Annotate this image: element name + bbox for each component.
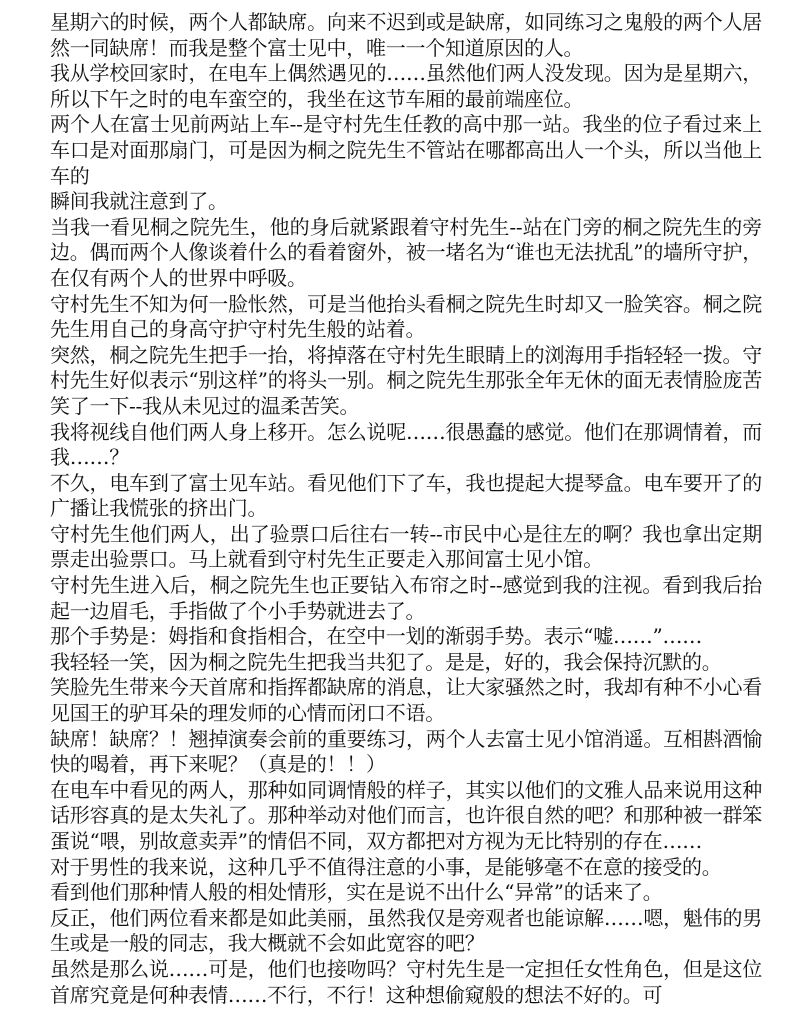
paragraph: 瞬间我就注意到了。 (50, 189, 228, 214)
paragraph: 反正，他们两位看来都是如此美丽，虽然我仅是旁观者也能谅解……嗯，魁伟的男生或是一般的同志，我大概就不会如此宽容的吧？ (50, 905, 762, 956)
paragraph: 笑脸先生带来今天首席和指挥都缺席的消息，让大家骚然之时，我却有种不小心看见国王的驴耳朵的理发师的心情而闭口不语。 (50, 675, 762, 726)
paragraph: 我轻轻一笑，因为桐之院先生把我当共犯了。是是，好的，我会保持沉默的。 (50, 649, 722, 674)
paragraph: 突然，桐之院先生把手一抬，将掉落在守村先生眼睛上的浏海用手指轻轻一拨。守村先生好似表示“别这样”的将头一别。桐之院先生那张全年无休的面无表情脸庞苦笑了一下--我从未见过的温柔苦笑。 (50, 342, 762, 418)
document-page (50, 10, 762, 1008)
paragraph: 那个手势是：姆指和食指相合，在空中一划的渐弱手势。表示“嘘……”…… (50, 624, 702, 649)
paragraph: 看到他们那种情人般的相处情形，实在是说不出什么“异常”的话来了。 (50, 880, 663, 905)
paragraph: 我从学校回家时，在电车上偶然遇见的……虽然他们两人没发现。因为是星期六，所以下午之时的电车蛮空的，我坐在这节车厢的最前端座位。 (50, 61, 762, 111)
paragraph: 在电车中看见的两人，那种如同调情般的样子，其实以他们的文雅人品来说用这种话形容真的是太失礼了。那种举动对他们而言，也许很自然的吧？和那种被一群笨蛋说“喂，别故意卖弄”的情侣不同，双方都把对方视为无比特别的存在…… (50, 777, 762, 853)
paragraph: 星期六的时候，两个人都缺席。向来不迟到或是缺席，如同练习之鬼般的两个人居然一同缺席！而我是整个富士见中，唯一一个知道原因的人。 (50, 10, 762, 60)
paragraph: 不久，电车到了富士见车站。看见他们下了车，我也提起大提琴盒。电车要开了的广播让我慌张的挤出门。 (50, 470, 762, 521)
paragraph: 守村先生进入后，桐之院先生也正要钻入布帘之时--感觉到我的注视。看到我后抬起一边眉毛，手指做了个小手势就进去了。 (50, 573, 762, 623)
paragraph: 我将视线自他们两人身上移开。怎么说呢……很愚蠢的感觉。他们在那调情着，而我……？ (50, 419, 762, 470)
paragraph: 缺席！缺席？！翘掉演奏会前的重要练习，两个人去富士见小馆消遥。互相斟酒愉快的喝着，再下来呢？（真是的！！） (50, 726, 762, 777)
paragraph: 两个人在富士见前两站上车--是守村先生任教的高中那一站。我坐的位子看过来上车口是对面那扇门，可是因为桐之院先生不管站在哪都高出人一个头，所以当他上车的 (50, 112, 762, 188)
paragraph: 守村先生他们两人，出了验票口后往右一转--市民中心是往左的啊？我也拿出定期票走出验票口。马上就看到守村先生正要走入那间富士见小馆。 (50, 521, 762, 572)
paragraph: 当我一看见桐之院先生，他的身后就紧跟着守村先生--站在门旁的桐之院先生的旁边。偶而两个人像谈着什么的看着窗外，被一堵名为“谁也无法扰乱”的墙所守护，在仅有两个人的世界中呼吸。 (50, 214, 762, 290)
paragraph: 守村先生不知为何一脸怅然，可是当他抬头看桐之院先生时却又一脸笑容。桐之院先生用自己的身高守护守村先生般的站着。 (50, 291, 762, 342)
paragraph: 虽然是那么说……可是，他们也接吻吗？守村先生是一定担任女性角色，但是这位首席究竟是何种表情……不行，不行！这种想偷窥般的想法不好的。可 (50, 956, 762, 1007)
paragraph: 对于男性的我来说，这种几乎不值得注意的小事，是能够毫不在意的接受的。 (50, 854, 722, 879)
